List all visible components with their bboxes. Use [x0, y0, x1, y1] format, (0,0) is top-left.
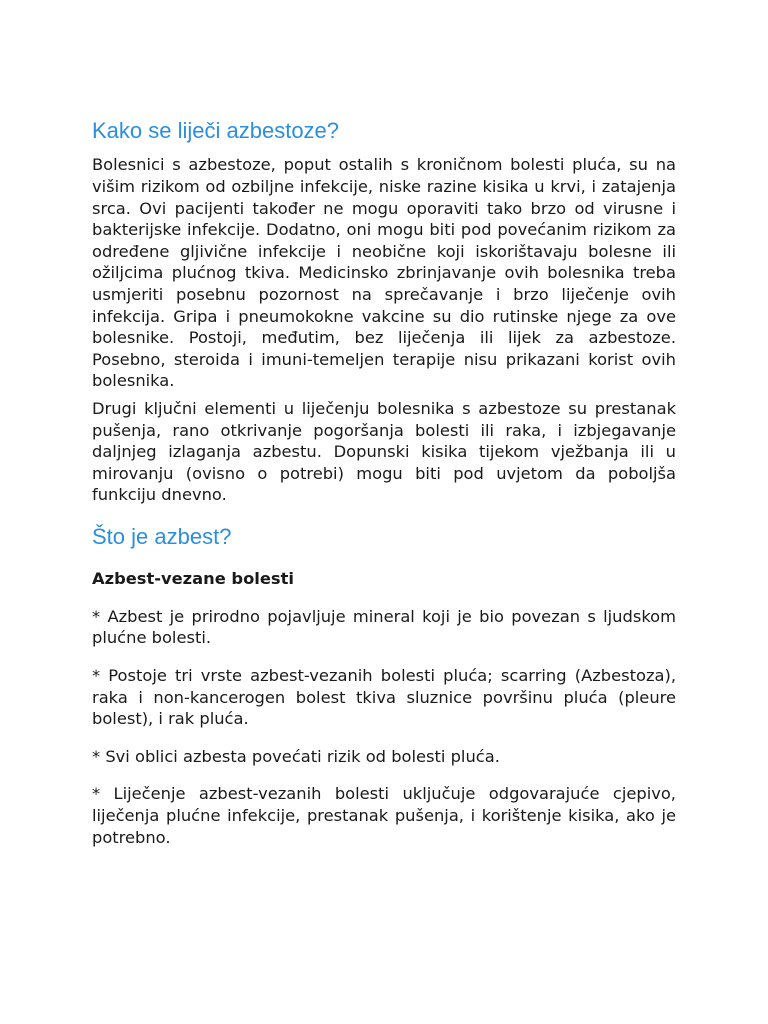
subheading-asbestos-diseases: Azbest-vezane bolesti	[92, 569, 294, 589]
paragraph-treatment-1: Bolesnici s azbestoze, poput ostalih s kroničnom bolesti pluća, su na višim rizikom od ozbiljne infekcije, niske razine kisika u krvi, i zatajenja srca. Ovi pacijenti također ne mogu oporaviti tako brzo od virusne i bakterijske infekcije. Dodatno, oni mogu biti pod povećanim rizikom za određene gljivične infekcije i neobične koji iskorištavaju bolesne ili ožiljcima plućnog tkiva. Medicinsko zbrinjavanje ovih bolesnika treba usmjeriti posebnu pozornost na sprečavanje i brzo liječenje ovih infekcija. Gripa i pneumokokne vakcine su dio rutinske njege za ove bolesnike. Postoji, međutim, bez liječenja ili lijek za azbestoze. Posebno, steroida i imuni-temeljen terapije nisu prikazani korist ovih bolesnika.	[92, 155, 676, 391]
section-heading-treatment: Kako se liječi azbestoze?	[92, 118, 340, 143]
bullet-item-4: * Liječenje azbest-vezanih bolesti uključuje odgovarajuće cjepivo, liječenja plućne infekcije, prestanak pušenja, i korištenje kisika, ako je potrebno.	[92, 784, 676, 847]
bullet-item-3: * Svi oblici azbesta povećati rizik od bolesti pluća.	[92, 746, 500, 766]
bullet-item-2: * Postoje tri vrste azbest-vezanih bolesti pluća; scarring (Azbestoza), raka i non-kancerogen bolest tkiva sluznice površinu pluća (pleure bolest), i rak pluća.	[92, 666, 676, 729]
document-page	[92, 118, 676, 864]
bullet-item-1: * Azbest je prirodno pojavljuje mineral koji je bio povezan s ljudskom plućne bolesti.	[92, 606, 676, 648]
section-heading-asbestos: Što je azbest?	[92, 523, 232, 549]
paragraph-treatment-2: Drugi ključni elementi u liječenju bolesnika s azbestoze su prestanak pušenja, rano otkrivanje pogoršanja bolesti ili raka, i izbjegavanje daljnjeg izlaganja azbestu. Dopunski kisika tijekom vježbanja ili u mirovanju (ovisno o potrebi) mogu biti pod uvjetom da poboljša funkciju dnevno.	[92, 398, 676, 505]
